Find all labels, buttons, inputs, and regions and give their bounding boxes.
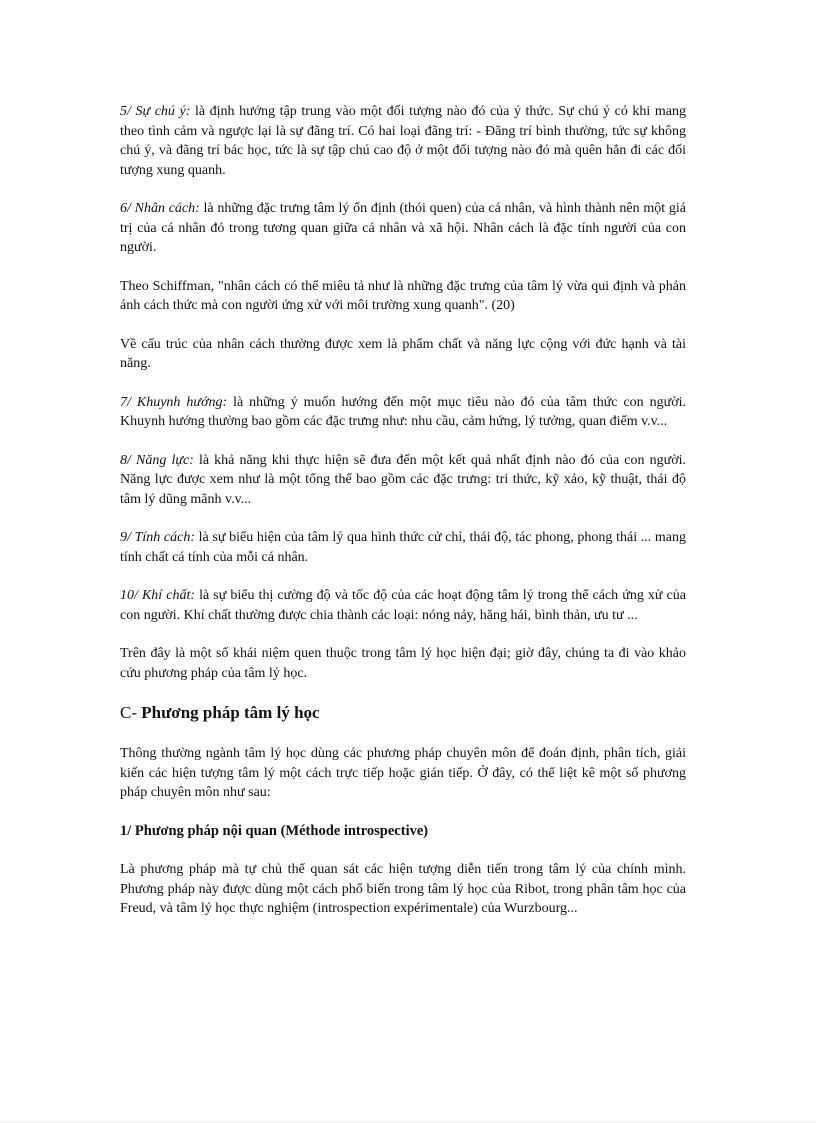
item-number: 9/ — [120, 530, 135, 545]
item-term: Năng lực: — [136, 452, 194, 468]
page-bottom-edge — [0, 1121, 816, 1122]
item-text: là sự biểu thị cường độ và tốc độ của các hoạt động tâm lý trong thể cách ứng xử của con người. Khí chất thường được chia thành các loại: nóng nảy, hăng hái, bình thản, ưu tư ... — [120, 588, 686, 623]
item-text: là sự biểu hiện của tâm lý qua hình thức cử chỉ, thái độ, tác phong, phong thái ... mang tính chất cá tính của mỗi cá nhân. — [120, 530, 687, 565]
item-number: 5/ — [120, 104, 136, 119]
section-title: Phương pháp tâm lý học — [141, 703, 320, 722]
item-ability — [120, 451, 686, 510]
section-prefix: C- — [120, 703, 142, 722]
item-tendency — [120, 393, 686, 432]
summary-paragraph: Trên đây là một số khái niệm quen thuộc trong tâm lý học hiện đại; giờ đây, chúng ta đi vào khảo cứu phương pháp của tâm lý học. — [120, 646, 686, 681]
item-number: 10/ — [120, 588, 142, 603]
item-text: là khả năng khi thực hiện sẽ đưa đến một kết quả nhất định nào đó của con người. Năng lực được xem như là một tổng thể bao gồm các đặc trưng: tri thức, kỹ xảo, kỹ thuật, thái độ tâm lý dũng mãnh v.v... — [120, 452, 686, 507]
item-term: Khuynh hướng: — [136, 394, 228, 410]
item-term: Tính cách: — [134, 530, 195, 545]
quote-paragraph: Theo Schiffman, "nhân cách có thể miêu tả như là những đặc trưng của tâm lý vừa qui định và phản ánh cách thức mà con người ứng xử với môi trường xung quanh". (20) — [120, 278, 686, 313]
item-temperament — [120, 586, 686, 625]
item-text: là những ý muốn hướng đến một mục tiêu nào đó của tâm thức con người. Khuynh hướng thường bao gồm các đặc trưng như: nhu cầu, cảm hứng, lý tưởng, quan điểm v.v... — [120, 394, 687, 429]
method-paragraph: Là phương pháp mà tự chủ thể quan sát các hiện tượng diễn tiến trong tâm lý của chính mình. Phương pháp này được dùng một cách phổ biến trong tâm lý học của Ribot, trong phân tâm học của Freud, và tâm lý học thực nghiệm (introspection expérimentale) của Wurzbourg... — [120, 862, 686, 916]
document-page — [120, 102, 686, 938]
item-number: 8/ — [120, 452, 136, 468]
item-term: Nhân cách: — [134, 201, 200, 216]
item-text: là định hướng tập trung vào một đối tượng nào đó của ý thức. Sự chú ý có khi mang theo tình cảm và ngược lại là sự đãng trí. Có hai loại đãng trí: - Đãng trí bình thường, tức sự không chú ý, và đãng trí bác học, tức là sự tập chú cao độ ở một đối tượng nào đó mà quên hẳn đi các đối tượng xung quanh. — [120, 104, 687, 178]
item-attention — [120, 102, 686, 180]
item-personality — [120, 199, 686, 258]
structure-paragraph: Về cấu trúc của nhân cách thường được xem là phẩm chất và năng lực cộng với đức hạnh và tài năng. — [120, 336, 686, 371]
item-term: Sự chú ý: — [135, 104, 191, 119]
subsection-heading: 1/ Phương pháp nội quan (Méthode introspective) — [120, 822, 429, 839]
item-number: 7/ — [120, 394, 137, 410]
intro-paragraph: Thông thường ngành tâm lý học dùng các phương pháp chuyên môn để đoán định, phân tích, giải kiến các hiện tượng tâm lý một cách trực tiếp hoặc gián tiếp. Ở đây, có thể liệt kê một số phương pháp chuyên môn như sau: — [120, 746, 686, 800]
item-text: là những đặc trưng tâm lý ổn định (thói quen) của cá nhân, và hình thành nên một giá trị của cá nhân đó trong tương quan giữa cá nhân và xã hội. Nhân cách là đặc tính người của con người. — [120, 201, 686, 255]
item-character — [120, 528, 686, 567]
section-heading — [120, 702, 686, 724]
item-number: 6/ — [120, 201, 135, 216]
item-term: Khí chất: — [141, 588, 196, 603]
